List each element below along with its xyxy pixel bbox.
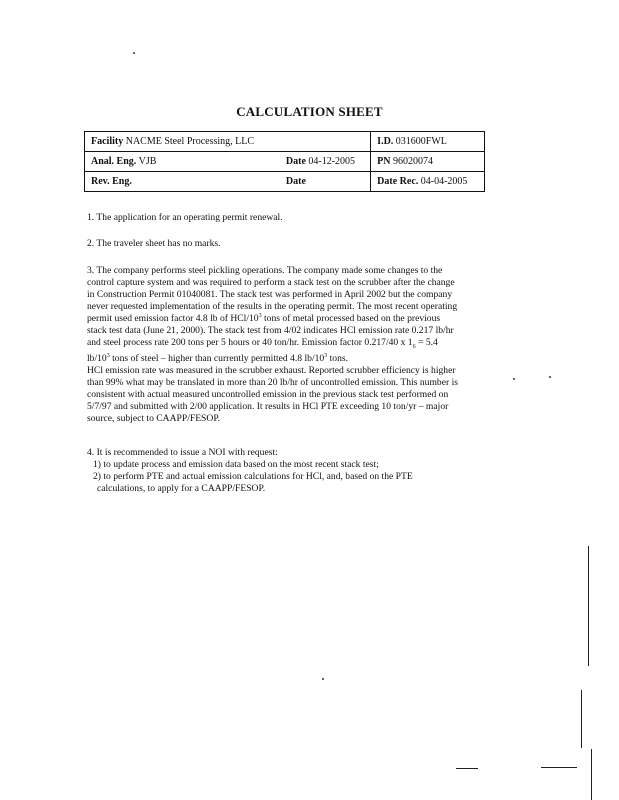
anal-eng-value: VJB: [138, 156, 157, 167]
item-4: [87, 447, 527, 495]
superscript: 3: [106, 352, 110, 359]
item-3-line: stack test data (June 21, 2000). The stack test from 4/02 indicates HCl emission rate 0.217 lb/hr: [87, 325, 454, 336]
item-3-line: consistent with actual measured uncontrolled emission in the previous stack test performed on: [87, 388, 449, 400]
text-span: tons of steel – higher than currently permitted 4.8 lb/10: [109, 352, 325, 364]
rev-date-label: Date: [285, 176, 306, 187]
item-1-text: 1. The application for an operating permit renewal.: [87, 212, 283, 223]
rev-date-cell: [280, 172, 371, 192]
item-2: [87, 238, 527, 250]
pn-label: PN: [377, 156, 391, 167]
date-label: Date: [285, 156, 306, 167]
text-span: tons.: [327, 352, 349, 364]
rev-eng-cell: [85, 172, 280, 192]
text-span: and steel process rate 200 tons per 5 hours or 40 ton/hr. Emission factor 0.217/40 x 1: [87, 337, 413, 348]
item-4-line: 2) to perform PTE and actual emission calculations for HCl, and, based on the PTE: [93, 471, 413, 482]
item-3-line: source, subject to CAAPP/FESOP.: [87, 412, 220, 424]
rev-eng-label: Rev. Eng.: [91, 176, 132, 187]
scan-line: [456, 768, 478, 769]
id-cell: [371, 132, 485, 152]
scan-line: [581, 690, 582, 748]
id-value: 031600FWL: [395, 136, 447, 147]
id-label: I.D.: [377, 136, 394, 147]
header-row-facility: [85, 132, 485, 152]
header-table: [84, 131, 485, 192]
facility-cell: [85, 132, 371, 152]
scan-line: [541, 767, 577, 768]
pn-cell: [371, 152, 485, 172]
date-value: 04-12-2005: [308, 156, 356, 167]
item-3-line: 5/7/97 and submitted with 2/00 application. It results in HCl PTE exceeding 10 ton/yr – major: [87, 400, 449, 412]
anal-eng-cell: [85, 152, 280, 172]
item-3-line: [87, 337, 527, 353]
item-3-line: 3. The company performs steel pickling operations. The company made some changes to the: [87, 265, 443, 276]
text-span: permit used emission factor 4.8 lb of HCl/10: [87, 313, 259, 324]
item-3-line: control capture system and was required to perform a stack test on the scrubber after the change: [87, 277, 455, 288]
date-rec-label: Date Rec.: [377, 176, 419, 187]
item-3-line: than 99% what may be translated in more than 20 lb/hr of uncontrolled emission. This number is: [87, 376, 458, 388]
item-2-text: 2. The traveler sheet has no marks.: [87, 238, 221, 249]
scan-line: [591, 749, 592, 800]
page-title: CALCULATION SHEET: [236, 104, 383, 119]
superscript: 3: [324, 352, 328, 359]
scan-speck: [133, 52, 135, 54]
facility-label: Facility: [91, 136, 124, 147]
facility-value: NACME Steel Processing, LLC: [125, 136, 255, 147]
item-4-line: calculations, to apply for a CAAPP/FESOP.: [97, 483, 266, 494]
pn-value: 96020074: [393, 156, 434, 167]
superscript: 3: [258, 312, 262, 319]
item-3-line: HCl emission rate was measured in the scrubber exhaust. Reported scrubber efficiency is higher: [87, 364, 456, 376]
text-span: = 5.4: [415, 337, 438, 348]
text-span: tons of metal processed based on the previous: [261, 313, 441, 324]
anal-eng-label: Anal. Eng.: [91, 156, 137, 167]
subscript: 6: [412, 343, 416, 350]
item-4-line: 4. It is recommended to issue a NOI with request:: [87, 447, 278, 458]
item-1: [87, 212, 527, 224]
text-span: lb/10: [87, 352, 107, 364]
header-row-rev: [85, 172, 485, 192]
item-3-line: in Construction Permit 01040081. The stack test was performed in April 2002 but the company: [87, 289, 453, 300]
scan-speck: [322, 678, 324, 680]
item-3-line: never requested implementation of the results in the operating permit. The most recent operating: [87, 301, 458, 312]
date-rec-value: 04-04-2005: [420, 176, 468, 187]
item-3-line: [87, 313, 527, 325]
header-row-anal: [85, 152, 485, 172]
date-rec-cell: [371, 172, 485, 192]
item-3: [87, 265, 527, 425]
scan-speck: [513, 378, 515, 380]
item-3-line: [87, 353, 527, 365]
scan-line: [588, 546, 589, 666]
item-4-line: 1) to update process and emission data based on the most recent stack test;: [93, 459, 379, 470]
scan-speck: [549, 376, 551, 378]
date-cell: [280, 152, 371, 172]
